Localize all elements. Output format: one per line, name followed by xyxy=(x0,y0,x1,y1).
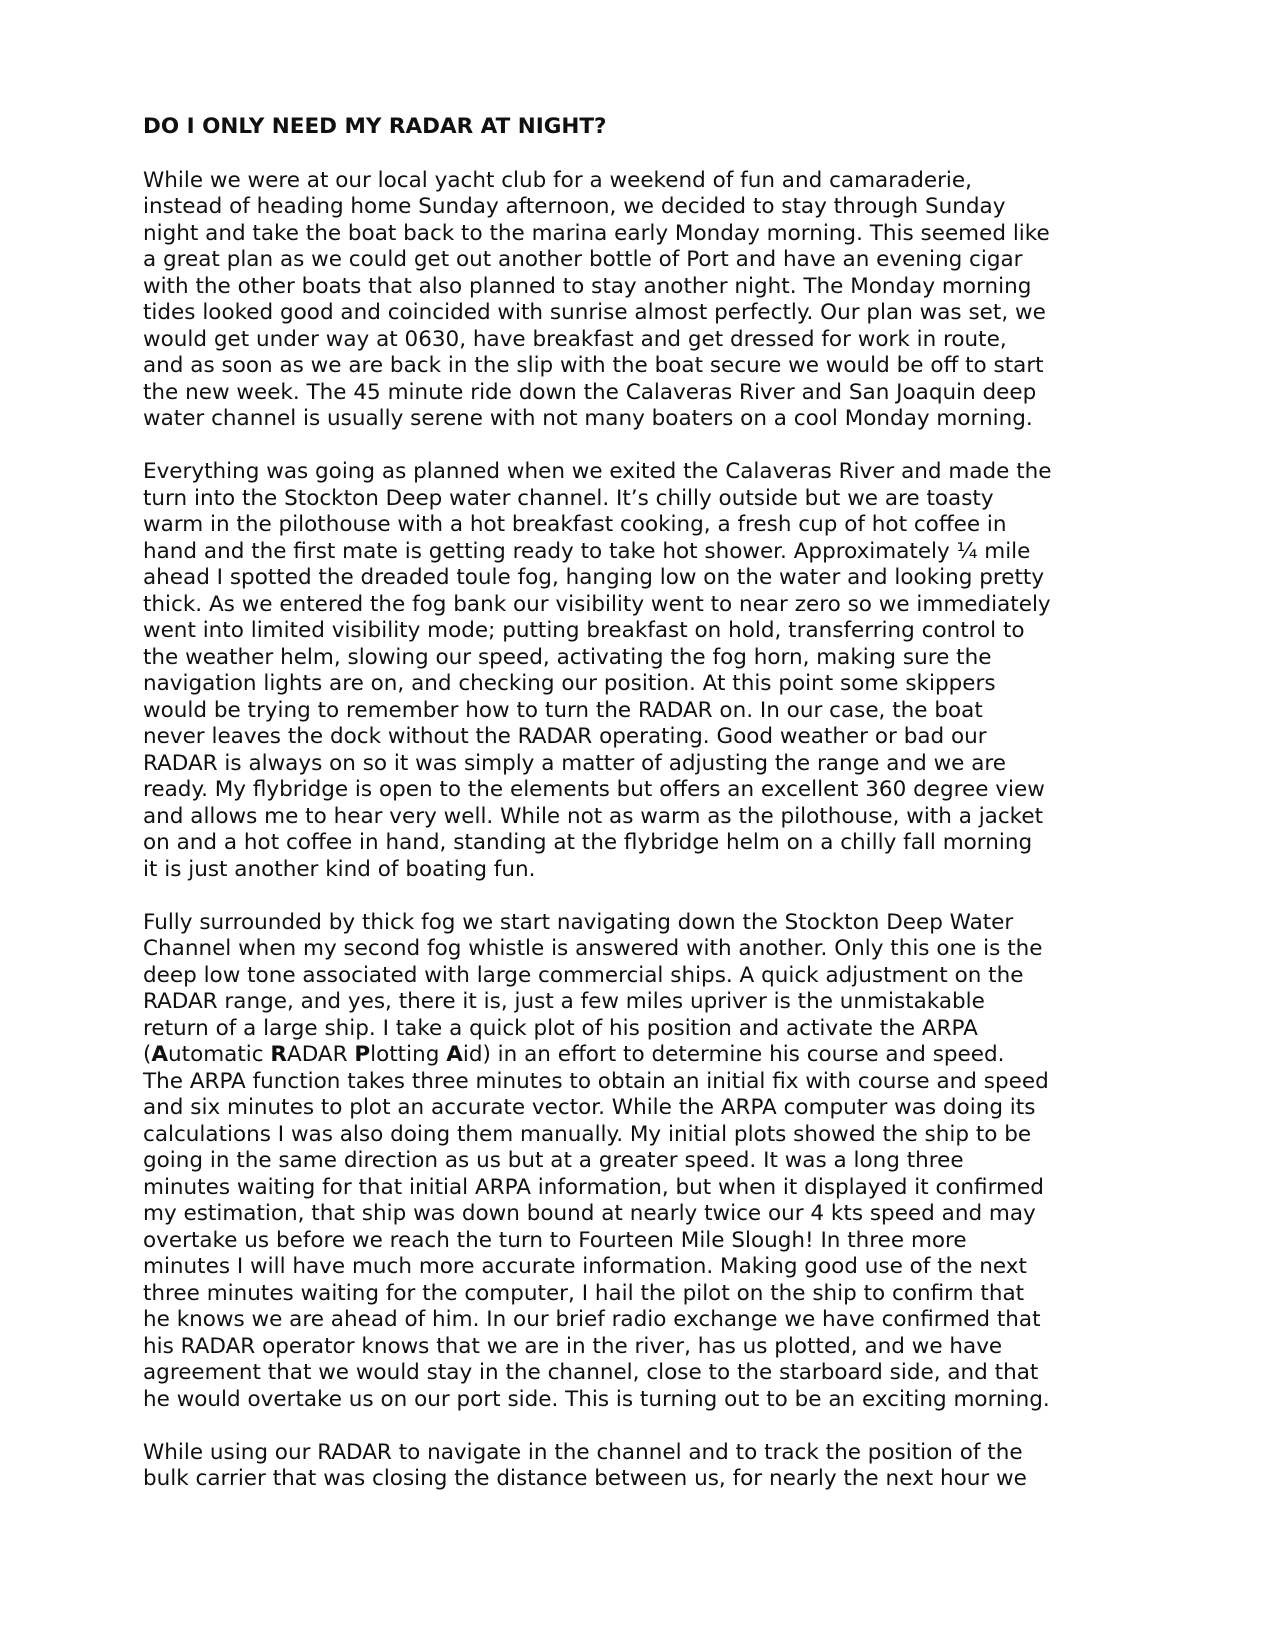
paragraph-4 xyxy=(143,1440,1143,1493)
text-line: water channel is usually serene with not many boaters on a cool Monday morning. xyxy=(143,406,1033,431)
text-line: three minutes waiting for the computer, I hail the pilot on the ship to confirm that xyxy=(143,1280,1025,1306)
text-line: would get under way at 0630, have breakfast and get dressed for work in route, xyxy=(143,326,1007,352)
text-line: navigation lights are on, and checking our position. At this point some skippers xyxy=(143,671,996,696)
text-line: hand and the first mate is getting ready to take hot shower. Approximately ¼ mile xyxy=(143,538,1031,564)
text-line: Everything was going as planned when we exited the Calaveras River and made the xyxy=(143,459,1052,484)
text-line: would be trying to remember how to turn the RADAR on. In our case, the boat xyxy=(143,697,983,723)
text-line: bulk carrier that was closing the distance between us, for nearly the next hour we xyxy=(143,1466,1027,1491)
text-line: agreement that we would stay in the channel, close to the starboard side, and that xyxy=(143,1360,1039,1385)
text-line: return of a large ship. I take a quick plot of his position and activate the ARPA xyxy=(143,1015,978,1041)
text-line: never leaves the dock without the RADAR operating. Good weather or bad our xyxy=(143,724,987,749)
document-page xyxy=(143,114,1143,1493)
text-line: ready. My flybridge is open to the elements but offers an excellent 360 degree view xyxy=(143,777,1045,802)
document-title: DO I ONLY NEED MY RADAR AT NIGHT? xyxy=(143,114,607,139)
text-line: his RADAR operator knows that we are in the river, has us plotted, and we have xyxy=(143,1333,1003,1359)
text-line: tides looked good and coincided with sunrise almost perfectly. Our plan was set, we xyxy=(143,300,1046,325)
text-line: minutes waiting for that initial ARPA information, but when it displayed it confirmed xyxy=(143,1174,1044,1200)
text-line: my estimation, that ship was down bound at nearly twice our 4 kts speed and may xyxy=(143,1201,1036,1226)
text-line: the new week. The 45 minute ride down the Calaveras River and San Joaquin deep xyxy=(143,379,1037,405)
text-fragment: lotting xyxy=(370,1042,447,1067)
text-line: RADAR is always on so it was simply a matter of adjusting the range and we are xyxy=(143,750,1006,776)
text-line: turn into the Stockton Deep water channel. It’s chilly outside but we are toasty xyxy=(143,485,994,511)
text-fragment: ( xyxy=(143,1042,152,1067)
text-line: Channel when my second fog whistle is answered with another. Only this one is the xyxy=(143,936,1043,961)
bold-letter: A xyxy=(446,1042,463,1067)
text-fragment: ADAR xyxy=(286,1042,355,1067)
text-line: The ARPA function takes three minutes to obtain an initial fix with course and speed xyxy=(143,1068,1049,1094)
text-line: RADAR range, and yes, there it is, just a few miles upriver is the unmistakable xyxy=(143,989,985,1014)
text-line: on and a hot coffee in hand, standing at the flybridge helm on a chilly fall morning xyxy=(143,830,1033,855)
text-line: Fully surrounded by thick fog we start navigating down the Stockton Deep Water xyxy=(143,909,1014,935)
paragraph-1 xyxy=(143,168,1143,433)
text-line: calculations I was also doing them manually. My initial plots showed the ship to be xyxy=(143,1121,1032,1147)
text-line: with the other boats that also planned to stay another night. The Monday morning xyxy=(143,273,1032,299)
text-line: minutes I will have much more accurate information. Making good use of the next xyxy=(143,1254,1027,1279)
text-line: While we were at our local yacht club for a weekend of fun and camaraderie, xyxy=(143,167,972,193)
text-line: he would overtake us on our port side. This is turning out to be an exciting morning. xyxy=(143,1386,1050,1412)
text-line: warm in the pilothouse with a hot breakfast cooking, a fresh cup of hot coffee in xyxy=(143,512,1007,537)
paragraph-3 xyxy=(143,910,1143,1414)
text-fragment: utomatic xyxy=(168,1042,271,1067)
text-line: deep low tone associated with large commercial ships. A quick adjustment on the xyxy=(143,962,1024,988)
text-line: and allows me to hear very well. While not as warm as the pilothouse, with a jacket xyxy=(143,803,1044,829)
text-line: While using our RADAR to navigate in the channel and to track the position of the xyxy=(143,1439,1023,1465)
text-line: and six minutes to plot an accurate vector. While the ARPA computer was doing its xyxy=(143,1095,1036,1120)
text-line: overtake us before we reach the turn to Fourteen Mile Slough! In three more xyxy=(143,1227,967,1253)
acronym-line xyxy=(143,1042,1143,1069)
text-line: he knows we are ahead of him. In our brief radio exchange we have confirmed that xyxy=(143,1307,1041,1332)
text-line: going in the same direction as us but at a greater speed. It was a long three xyxy=(143,1148,964,1173)
bold-letter: A xyxy=(151,1042,169,1067)
text-line: night and take the boat back to the marina early Monday morning. This seemed like xyxy=(143,220,1050,246)
text-line: instead of heading home Sunday afternoon, we decided to stay through Sunday xyxy=(143,194,1006,219)
text-line: the weather helm, slowing our speed, activating the fog horn, making sure the xyxy=(143,644,992,670)
text-line: ahead I spotted the dreaded toule fog, hanging low on the water and looking pretty xyxy=(143,565,1045,590)
text-line: thick. As we entered the fog bank our visibility went to near zero so we immediately xyxy=(143,591,1051,617)
text-fragment: id) in an effort to determine his course and speed. xyxy=(462,1042,1005,1067)
bold-letter: R xyxy=(270,1042,287,1067)
bold-letter: P xyxy=(354,1042,371,1067)
text-line: and as soon as we are back in the slip with the boat secure we would be off to start xyxy=(143,353,1044,378)
text-line: it is just another kind of boating fun. xyxy=(143,856,536,882)
paragraph-2 xyxy=(143,459,1143,883)
text-line: a great plan as we could get out another bottle of Port and have an evening cigar xyxy=(143,247,1023,272)
text-line: went into limited visibility mode; putting breakfast on hold, transferring control to xyxy=(143,618,1025,643)
